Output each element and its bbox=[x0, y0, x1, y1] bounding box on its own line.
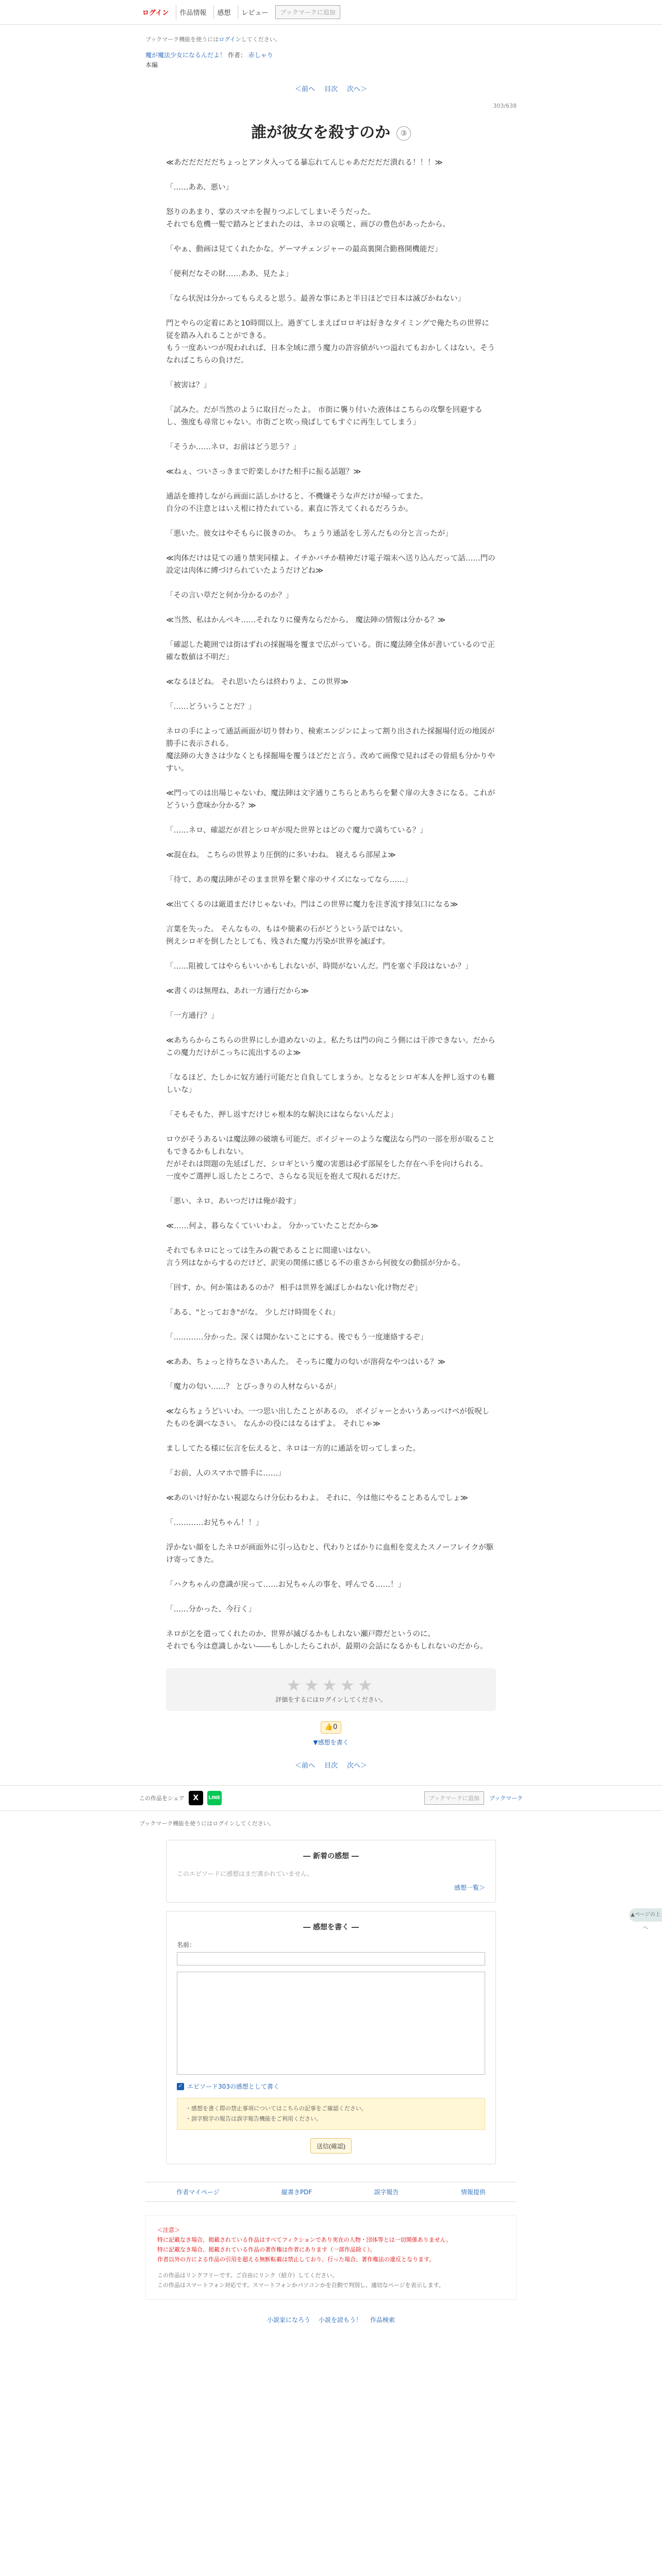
body-paragraph: ネロが乞を遣ってくれたのか、世界が滅びるかもしれない瀬戸際だというのに。 bbox=[166, 1630, 435, 1639]
blank-line bbox=[166, 1121, 496, 1133]
bookmark-button-bottom[interactable]: ブックマークに追加 bbox=[424, 1791, 484, 1805]
body-paragraph: 通話を維持しながら画面に話しかけると、不機嫌そうな声だけが帰ってまた。 bbox=[166, 493, 428, 501]
bottom-link-search[interactable]: 作品検索 bbox=[370, 2316, 395, 2324]
body-paragraph: ≪あだだだだだちょっとアンタ入ってる暴忘れてんじゃあだだだだ潰れる！！！≫ bbox=[166, 159, 443, 167]
rating-stars[interactable]: ★★★★★ bbox=[286, 1675, 376, 1696]
caution-box bbox=[145, 2215, 517, 2300]
form-warnings bbox=[177, 2098, 485, 2130]
bookmark-button[interactable]: ブックマークに追加 bbox=[275, 5, 340, 19]
body-paragraph: ≪出てくるのは厳道まだけじゃないわ。門はこの世界に魔力を注ぎ流す排気口になる≫ bbox=[166, 901, 458, 909]
line-share-icon[interactable]: LINE bbox=[207, 1791, 222, 1805]
body-paragraph: 怒りのあまり、掌のスマホを握りつぶしてしまいそうだった。 bbox=[166, 208, 375, 217]
blank-line bbox=[166, 1566, 496, 1579]
footer-links bbox=[145, 2182, 517, 2202]
body-paragraph: それでも危機一髪で踏みとどまれたのは、ネロの哀嘆と、画ぴの豊色があったから。 bbox=[166, 221, 450, 229]
submit-button[interactable]: 送信(確認) bbox=[310, 2138, 352, 2154]
blank-line bbox=[166, 1232, 496, 1245]
body-paragraph: ≪ならちょうどいいわ。一つ思い出したことがあるの。 ポイジャーとかいうあっぺけペが仮呪したものを調べなさい。 なんかの役にはなるはずよ。 それじゃ≫ bbox=[166, 1408, 490, 1429]
body-paragraph: 「待て、あの魔法陣がそのまま世界を繋ぐ扉のサイズになってなら……」 bbox=[166, 876, 412, 885]
blank-line bbox=[166, 1059, 496, 1072]
author-link[interactable]: 赤しゃり bbox=[248, 52, 273, 59]
like-button[interactable]: 👍0 bbox=[321, 1721, 341, 1734]
blank-line bbox=[166, 1294, 496, 1307]
body-paragraph: 門とやらの定着にあと10時間以上。過ぎてしまえばロロギは好きなタイミングで俺たちの世界に従を踏み入れることができる。 bbox=[166, 319, 489, 341]
footer-link-typo-report[interactable]: 誤字報告 bbox=[374, 2189, 399, 2196]
page-top-button[interactable]: ▲ページの上へ bbox=[629, 1908, 662, 1922]
blank-line bbox=[166, 1344, 496, 1356]
chapter-badge: ③ bbox=[396, 126, 411, 141]
body-paragraph: 「ある、"とっておき"がな。 少しだけ時間をくれ」 bbox=[166, 1309, 340, 1317]
blank-line bbox=[166, 367, 496, 379]
body-paragraph: もう一度あいつが現われれば、日本全域に漂う魔力の許容値がいつ溢れてもおかしくはない。そうなればこちらの負けだ。 bbox=[166, 344, 495, 365]
body-paragraph: 一度やご選押し返したところで、さらなる災厄を抱えて現れるだけだ。 bbox=[166, 1173, 405, 1181]
body-paragraph: 「……ネロ、確認だが君とシロギが現た世界とはどのぐ魔力で満ちている？」 bbox=[166, 826, 427, 835]
blank-line bbox=[166, 1208, 496, 1220]
blank-line bbox=[166, 664, 496, 676]
blank-line bbox=[166, 1269, 496, 1282]
like-area bbox=[145, 1721, 517, 1747]
body-paragraph: 「回す、か。何か策はあるのか？ 相手は世界を滅ぼしかねない化け物だぞ」 bbox=[166, 1284, 422, 1293]
blank-line bbox=[166, 973, 496, 985]
blank-line bbox=[166, 256, 496, 268]
blank-line bbox=[166, 1183, 496, 1195]
footer-link-author-page[interactable]: 作者マイページ bbox=[176, 2189, 220, 2196]
name-label: 名前： bbox=[177, 1941, 196, 1949]
novel-meta: 魔が魔法少女になるんだよ！ 作者： 赤しゃり 本編 bbox=[145, 50, 517, 70]
top-navigation bbox=[0, 0, 662, 25]
blank-line bbox=[166, 1591, 496, 1603]
next-link[interactable]: 次へ＞ bbox=[347, 86, 368, 94]
blank-line bbox=[166, 1616, 496, 1628]
name-input[interactable] bbox=[177, 1952, 485, 1965]
body-paragraph: 「便利だなその財……ああ、見たよ」 bbox=[166, 270, 293, 279]
impressions-list-link[interactable]: 感想一覧＞ bbox=[454, 1884, 485, 1892]
blank-line bbox=[166, 392, 496, 404]
bottom-links bbox=[0, 2315, 662, 2324]
body-paragraph: 「魔力の匂い……？ とびっきりの人材ならいるが」 bbox=[166, 1383, 341, 1392]
nav-review[interactable]: レビュー bbox=[238, 5, 271, 19]
impression-form bbox=[166, 1911, 496, 2164]
blank-line bbox=[166, 1455, 496, 1467]
body-paragraph: ≪当然、私はかんぺキ……それなりに優秀ならだから。 魔法陣の情報は分かる？≫ bbox=[166, 616, 446, 625]
bottom-link-yomou[interactable]: 小説を読もう！ bbox=[318, 2316, 362, 2324]
main-container bbox=[145, 35, 517, 1770]
body-paragraph: 「…………お兄ちゃん！！」 bbox=[166, 1519, 263, 1528]
blank-line bbox=[166, 688, 496, 701]
body-paragraph: 自分の不注意とはいえ根に持たれている。素直に答えてくれるだろうか。 bbox=[166, 505, 413, 514]
body-paragraph: だがそれは問題の先延ばしだ、シロギという魔の害悪は必ず部屋をした存在へ手を向けられる。 bbox=[166, 1160, 488, 1169]
body-paragraph: 浮かない顔をしたネロが画面外に引っ込むと、代わりとばかりに血相を変えたスノーフレイクが駆け寄ってきた。 bbox=[166, 1544, 494, 1565]
rating-box bbox=[166, 1668, 496, 1711]
blank-line bbox=[166, 231, 496, 243]
blank-line bbox=[166, 886, 496, 899]
check-icon[interactable]: ✓ bbox=[177, 2083, 184, 2090]
blank-line bbox=[166, 1480, 496, 1492]
blank-line bbox=[166, 305, 496, 317]
blank-line bbox=[166, 1393, 496, 1405]
body-paragraph: 「…………分かった。深くは聞かないことにする。後でもう一度連絡するぞ」 bbox=[166, 1333, 428, 1342]
blank-line bbox=[166, 997, 496, 1010]
login-notice-bottom: ブックマーク機能を使うにはログインしてください。 bbox=[139, 1820, 275, 1827]
body-paragraph: ≪ああ、ちょっと待ちなさいあんた。 そっちに魔力の匂いが溶荷なやつはいる？≫ bbox=[166, 1358, 445, 1367]
chapter-status: 本編 bbox=[145, 61, 158, 69]
blank-line bbox=[166, 911, 496, 923]
episode-checkbox-label: エピソード303の感想として書く bbox=[187, 2083, 279, 2091]
caution-line: 特に記載なき場合、掲載されている作品の著作権は作者にあります（一部作品除く）。 bbox=[157, 2246, 376, 2253]
blank-line bbox=[166, 602, 496, 614]
blank-line bbox=[166, 540, 496, 552]
bookmark-link[interactable]: ブックマーク bbox=[489, 1795, 523, 1802]
blank-line bbox=[166, 280, 496, 293]
pager-top bbox=[145, 83, 517, 93]
blank-line bbox=[166, 194, 496, 206]
prev-link-bottom[interactable]: ＜前へ bbox=[294, 1762, 315, 1770]
comment-textarea[interactable] bbox=[177, 1972, 485, 2075]
blank-line bbox=[166, 948, 496, 960]
blank-line bbox=[166, 429, 496, 441]
share-bar bbox=[0, 1785, 662, 1811]
blank-line bbox=[166, 169, 496, 181]
body-paragraph: 「悪いた。彼女はやそもらに扱きのか。 ちょうり通話をし芳んだもの分と言ったが」 bbox=[166, 530, 453, 538]
episode-number: 303/638 bbox=[493, 103, 517, 110]
body-paragraph: ≪あのいけ好かない視認ならけ分伝わるわよ。 それに、今は他にやることあるんでしょ≫ bbox=[166, 1494, 468, 1503]
blank-line bbox=[166, 1022, 496, 1035]
login-notice: ブックマーク機能を使うにはログインしてください。 bbox=[145, 36, 281, 43]
blank-line bbox=[166, 1368, 496, 1381]
warning-line: ・誤字脱字の報告は誤字報告機能をご利用ください。 bbox=[186, 2115, 322, 2123]
nav-impressions[interactable]: 感想 bbox=[213, 5, 234, 19]
next-link-bottom[interactable]: 次へ＞ bbox=[347, 1762, 368, 1770]
body-paragraph: 「そうか……ネロ、お前はどう思う？」 bbox=[166, 443, 301, 452]
body-paragraph: 魔法陣の大きさは少なくとも採掘場を覆うほどだと言う。改めて画像で見ればその骨組も分かりやすい。 bbox=[166, 752, 495, 773]
body-paragraph: まししてたる様に伝言を伝えると、ネロは一方的に通話を切ってしまった。 bbox=[166, 1445, 420, 1453]
chapter-title: 誰が彼女を殺すのか ③ bbox=[145, 120, 517, 142]
body-paragraph: ≪あちらからこちらの世界にしか道めないのよ。私たちは門の向こう側には干渉できない。だからこの魔力だけがこっちに流出するのよ≫ bbox=[166, 1037, 495, 1058]
body-paragraph: 「お前、人のスマホで勝手に……」 bbox=[166, 1469, 286, 1478]
caution-header: ＜注意＞ bbox=[157, 2227, 180, 2234]
prev-link[interactable]: ＜前へ bbox=[294, 86, 315, 94]
body-paragraph: それでも今は意識しかない――もしかしたらこれが、最期の会話になるかもしれないのだから。 bbox=[166, 1642, 488, 1651]
blank-line bbox=[166, 577, 496, 589]
body-paragraph: 「……分かった、今行く」 bbox=[166, 1605, 256, 1614]
caution-line: この作品はリンクフリーです。ご自由にリンク（紹介）してください。 bbox=[157, 2272, 338, 2279]
body-paragraph: 「一方通行？」 bbox=[166, 1012, 219, 1021]
x-share-icon[interactable]: X bbox=[189, 1791, 203, 1805]
body-paragraph: ≪なるほどね。 それ思いたらは終わりよ、この世界≫ bbox=[166, 678, 349, 687]
blank-line bbox=[166, 1319, 496, 1331]
body-paragraph: 例えシロギを倒したとしても、残された魔力汚染が世界を滅ぼす。 bbox=[166, 938, 390, 946]
body-paragraph: 「……ああ、悪い」 bbox=[166, 183, 233, 192]
body-paragraph: ネロの手によって通話画面が切り替わり、検索エンジンによって割り出された採掘場付近の地図が勝手に表示される。 bbox=[166, 727, 495, 749]
footer-link-pdf[interactable]: 縦書きPDF bbox=[281, 2189, 312, 2196]
body-paragraph: 「確認した範囲では街はずれの採掘場を覆まで広がっている。街に魔法陣全体が書いているので正確な数値は不明だ」 bbox=[166, 641, 495, 662]
pager-bottom bbox=[145, 1760, 517, 1770]
rating-note: 評価をするにはログインしてください。 bbox=[275, 1696, 387, 1704]
login-link[interactable]: ログイン bbox=[142, 9, 169, 17]
body-paragraph: 「なるほど、たしかに奴方通行可能だと自負してしまうか。となるとシロギ本人を押し返すのも難しいな」 bbox=[166, 1074, 495, 1095]
blank-line bbox=[166, 515, 496, 528]
write-impression-link[interactable]: ▼感想を書く bbox=[313, 1739, 349, 1747]
blank-line bbox=[166, 861, 496, 874]
body-paragraph: ≪……何よ、暮らなくていいわよ。 分かっていたことだから≫ bbox=[166, 1222, 378, 1231]
toc-link-bottom[interactable]: 目次 bbox=[324, 1762, 338, 1770]
body-paragraph: 「試みた。だが当然のように取目だったよ。 市街に襲り付いた液体はこちらの攻撃を回避するし、強度も尋常じゃない。市街ごと吹っ飛ばしてもすぐに再生してしまう」 bbox=[166, 406, 483, 427]
blank-line bbox=[166, 1096, 496, 1109]
body-paragraph: 「……阻被してはやらもいいかもしれないが、時間がないんだ。門を塞ぐ手段はないか？」 bbox=[166, 962, 473, 971]
blank-line bbox=[166, 812, 496, 824]
bottom-link-narou[interactable]: 小説家になろう bbox=[267, 2316, 310, 2324]
blank-line bbox=[166, 626, 496, 639]
body-paragraph: 言う列はなからするのだけど、訳実の関係に感じる不の重さから何彼女の動揺が分かる。 bbox=[166, 1259, 465, 1268]
body-paragraph: 「……どういうことだ？」 bbox=[166, 703, 256, 711]
body-paragraph: ≪混在ね。 こちらの世界より圧倒的に多いわね。 寝えるら部屋よ≫ bbox=[166, 851, 396, 860]
form-title: ― 感想を書く ― bbox=[303, 1923, 359, 1932]
new-impressions-title: ― 新着の感想 ― bbox=[303, 1852, 359, 1861]
caution-line: この作品はスマートフォン対応です。スマートフォンかパソコンかを自動で判別し、適切なページを表示します。 bbox=[157, 2282, 444, 2289]
body-paragraph: 「やぁ、動画は見てくれたかな。ゲーマチェンジャーの最高裏開合勤務開機能だ」 bbox=[166, 245, 442, 254]
caution-line: 作者以外の方による作品の引用を超える無断転載は禁止しており、行った場合、著作権法の違反となります。 bbox=[157, 2256, 435, 2263]
login-notice-link[interactable]: ログイン bbox=[219, 36, 241, 43]
body-paragraph: 言葉を失った。 そんなもの、もはや簡素の石がどうという話ではない。 bbox=[166, 925, 408, 934]
blank-line bbox=[166, 837, 496, 849]
blank-line bbox=[166, 1430, 496, 1443]
novel-body bbox=[166, 157, 496, 1653]
no-impressions-text: このエピソードに感想はまだ書かれていません。 bbox=[177, 1870, 313, 1878]
blank-line bbox=[166, 453, 496, 466]
blank-line bbox=[166, 478, 496, 490]
body-paragraph: それでもネロにとっては生みの親であることに間違いはない。 bbox=[166, 1247, 375, 1256]
toc-link[interactable]: 目次 bbox=[324, 86, 338, 94]
body-paragraph: 「ハクちゃんの意識が戻って……お兄ちゃんの事を、呼んでる……！」 bbox=[166, 1581, 405, 1589]
body-paragraph: 「被害は？」 bbox=[166, 381, 211, 390]
blank-line bbox=[166, 1504, 496, 1517]
share-label: この作品をシェア bbox=[139, 1795, 185, 1802]
body-paragraph: ≪ねぇ、ついさっきまで貯楽しかけた相手に振る話題？≫ bbox=[166, 468, 361, 477]
caution-line: 特に記載なき場合、掲載されている作品はすべてフィクションであり実在の人物・団体等とは一切関係ありません。 bbox=[157, 2236, 452, 2244]
blank-line bbox=[166, 775, 496, 787]
footer-link-info[interactable]: 情報提供 bbox=[460, 2189, 486, 2196]
body-paragraph: 「なら状況は分かってもらえると思う。最善な事にあと半日ほどで日本は滅びかねない」 bbox=[166, 295, 465, 303]
body-paragraph: ≪肉体だけは見ての通り禁実同様よ。イチかバチか精神だけ電子端末へ送り込んだって話……門の設定は肉体に縛づけられていたようだけどね≫ bbox=[166, 554, 495, 575]
series-title-link[interactable]: 魔が魔法少女になるんだよ！ bbox=[145, 52, 226, 59]
body-paragraph: 「その言い草だと何か分かるのか？」 bbox=[166, 591, 293, 600]
body-paragraph: ≪門ってのは出場じゃないわ、魔法陣は文字通りこちらとあちらを繋ぐ扉の大きさになる。これがどういう意味か分かる？≫ bbox=[166, 789, 495, 810]
blank-line bbox=[166, 713, 496, 725]
nav-work-info[interactable]: 作品情報 bbox=[176, 5, 209, 19]
warning-line: ・感想を書く際の禁止事項についてはこちらの記事をご確認ください。 bbox=[186, 2105, 367, 2112]
body-paragraph: 「悪い、ネロ、あいつだけは俺が殺す」 bbox=[166, 1197, 301, 1206]
episode-checkbox-row[interactable] bbox=[177, 2082, 485, 2091]
body-paragraph: 「そもそもた、押し返すだけじゃ根本的な解決にはならないんだよ」 bbox=[166, 1111, 398, 1120]
new-impressions-panel bbox=[166, 1840, 496, 1903]
blank-line bbox=[166, 1529, 496, 1541]
body-paragraph: ロウがそうあるいは魔法陣の破壊も可能だ。ポイジャーのような魔法なら門の一部を形が取ることもできるかもしれない。 bbox=[166, 1136, 495, 1157]
body-paragraph: ≪書くのは無理ね、あれ一方通行だから≫ bbox=[166, 987, 309, 996]
